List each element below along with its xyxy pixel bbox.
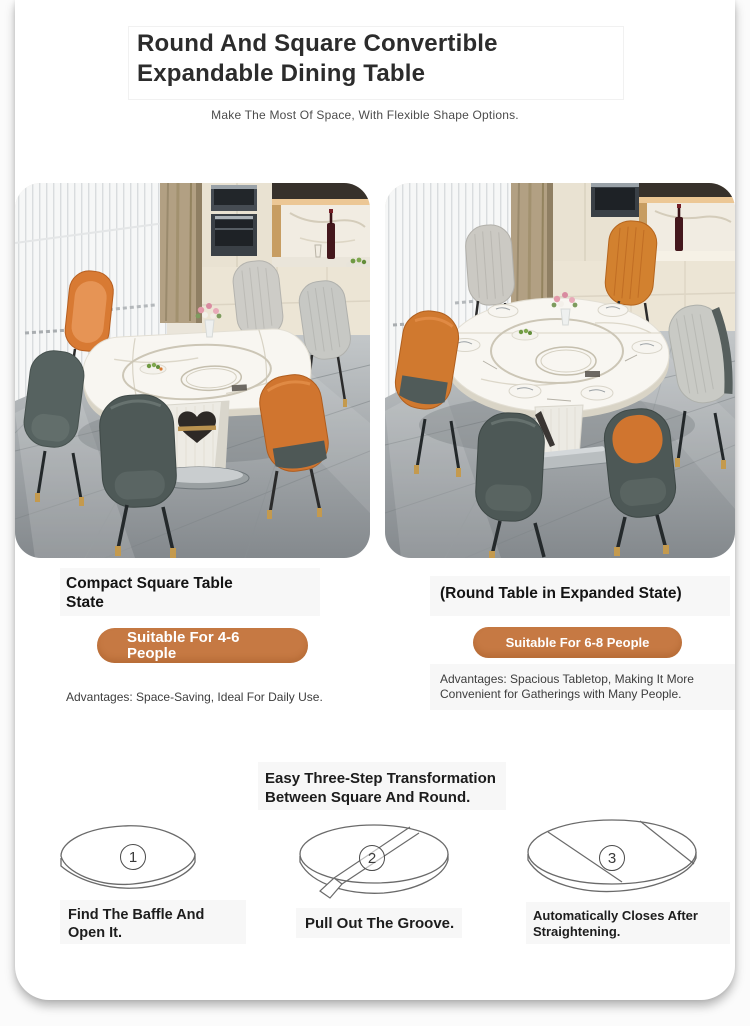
left-badge: [97, 628, 308, 663]
step3-number: 3: [607, 849, 617, 867]
step2-number-icon: [359, 845, 385, 871]
table-pedestal: [167, 401, 229, 476]
photo-square-table: [15, 183, 370, 558]
step3-number-icon: [599, 845, 625, 871]
square-table-scene: [15, 183, 370, 558]
page-title-line1: Round And Square Convertible: [137, 30, 498, 57]
right-caption: (Round Table in Expanded State): [440, 585, 682, 602]
steps-heading: Easy Three-Step Transformation Between Square And Round.: [265, 770, 496, 806]
left-badge-label: Suitable For 4-6 People: [127, 628, 240, 662]
photo-round-table: [385, 183, 735, 558]
chair-gray-back-1: [231, 259, 285, 339]
step1-number: 1: [128, 848, 138, 866]
chair-dark-front: [98, 393, 178, 509]
step3-caption: Automatically Closes After Straightening.: [533, 908, 698, 939]
right-badge: [473, 627, 682, 658]
step2-caption: Pull Out The Groove.: [305, 915, 455, 932]
round-table-scene: [385, 183, 735, 558]
left-caption: Compact Square Table State: [66, 575, 233, 611]
step2-number: 2: [367, 849, 377, 867]
chair-dark-front-right: [602, 406, 679, 520]
page-title: [137, 29, 498, 89]
page-title-line2: Expandable Dining Table: [137, 60, 426, 87]
chair-orange-back: [603, 219, 658, 307]
right-advantages: Advantages: Spacious Tabletop, Making It More Convenient for Gatherings with Many People.: [440, 672, 694, 701]
page-subtitle: Make The Most Of Space, With Flexible Shape Options.: [211, 108, 519, 122]
chair-gray-back: [464, 223, 515, 306]
step1-caption: Find The Baffle And Open It.: [68, 907, 205, 941]
step1-number-icon: [120, 844, 146, 870]
chair-dark-front-left: [474, 411, 546, 522]
left-advantages: Advantages: Space-Saving, Ideal For Daily Use.: [66, 690, 323, 704]
right-badge-label: Suitable For 6-8 People: [505, 635, 650, 650]
